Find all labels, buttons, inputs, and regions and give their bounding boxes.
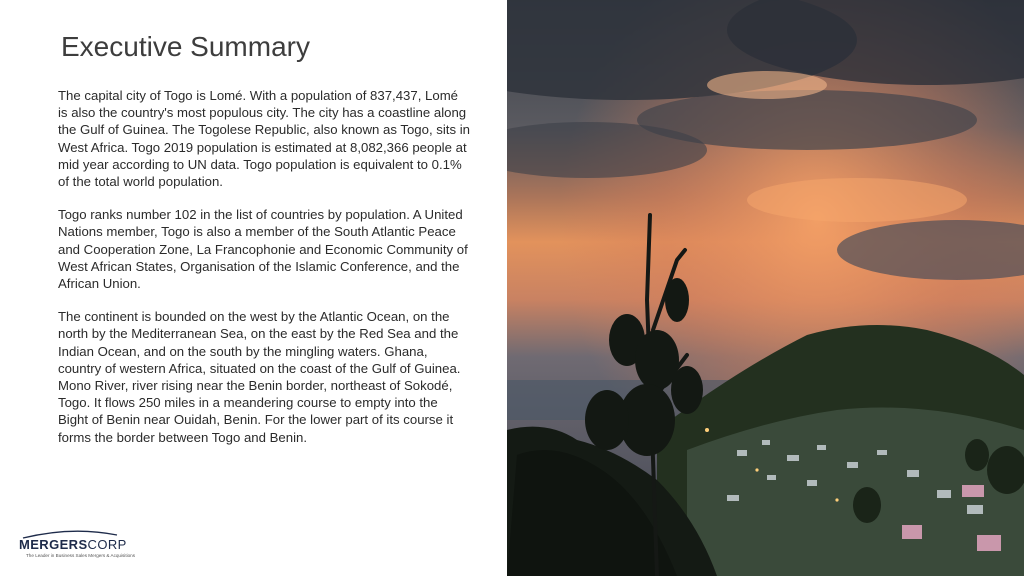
content-panel bbox=[0, 0, 507, 576]
slide-title: Executive Summary bbox=[61, 31, 310, 62]
paragraph-2: Togo ranks number 102 in the list of countries by population. A United Nations member, Togo is also a member of the South Atlantic Peace and Cooperation Zone, La Francophonie and Economic Community of West African States, Organisation of the Islamic Conference, and the African Union. bbox=[58, 207, 468, 292]
logo-name-light: CORP bbox=[87, 537, 127, 552]
paragraph-3: The continent is bounded on the west by the Atlantic Ocean, on the north by the Mediterranean Sea, on the east by the Red Sea and the Indian Ocean, and on the south by the mingling waters. Ghana, country of western Africa, situated on the coast of the Gulf of Guinea. Mono River, river rising near the Benin border, northeast of Sokodé, Togo. It flows 250 miles in a meandering course to empty into the Bight of Benin near Ouidah, Benin. For the lower part of its course it forms the border between Togo and Benin. bbox=[58, 309, 461, 445]
landscape-photo bbox=[507, 0, 1024, 576]
logo-tagline: The Leader in Business Sales Mergers & Acquisitions bbox=[26, 553, 136, 558]
logo-wordmark bbox=[19, 537, 127, 552]
summary-body bbox=[58, 87, 470, 462]
landscape-image bbox=[507, 0, 1024, 576]
mergerscorp-logo bbox=[17, 528, 135, 562]
paragraph-1: The capital city of Togo is Lomé. With a population of 837,437, Lomé is also the country's most populous city. The city has a coastline along the Gulf of Guinea. The Togolese Republic, also known as Togo, sits in West Africa. Togo 2019 population is estimated at 8,082,366 people at mid year according to UN data. Togo population is equivalent to 0.1% of the total world population. bbox=[58, 88, 470, 190]
logo-name-bold: MERGERS bbox=[19, 537, 88, 552]
